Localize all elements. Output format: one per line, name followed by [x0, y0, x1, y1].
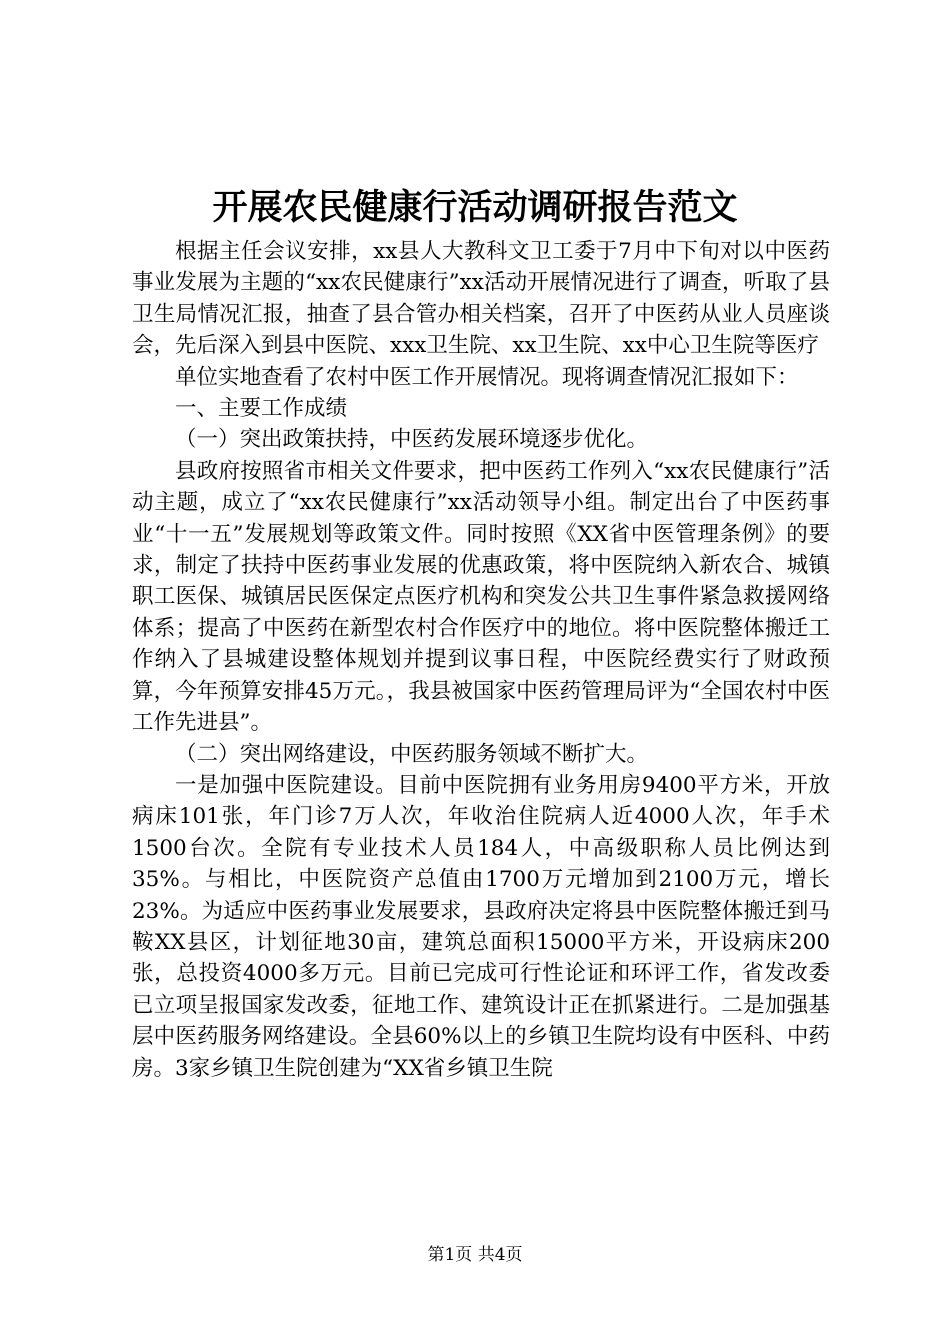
- paragraph: 单位实地查看了农村中医工作开展情况。现将调查情况汇报如下：: [175, 364, 799, 390]
- page-number-footer: 第1页 共4页: [427, 1245, 523, 1265]
- paragraph: 一是加强中医院建设。目前中医院拥有业务用房9400平方米，开放病床101张，年门诊7万人次，年收治住院病人近4000人次，年手术1500台次。全院有专业技术人员184人，中高级职称人员比例达到35%。与相比，中医院资产总值由1700万元增加到2100万元，增长23%。为适应中医药事业发展要求，县政府决定将县中医院整体搬迁到马鞍XX县区，计划征地30亩，建筑总面积15000平方米，开设病床200张，总投资4000多万元。目前已完成可行性论证和环评工作，省发改委已立项呈报国家发改委，征地工作、建筑设计正在抓紧进行。二是加强基层中医药服务网络建设。全县60%以上的乡镇卫生院均设有中医科、中药房。3家乡镇卫生院创建为“XX省乡镇卫生院: [132, 772, 830, 1081]
- paragraph: 县政府按照省市相关文件要求，把中医药工作列入“xx农民健康行”活动主题，成立了“xx农民健康行”xx活动领导小组。制定出台了中医药事业“十一五”发展规划等政策文件。同时按照《XX省中医管理条例》的要求，制定了扶持中医药事业发展的优惠政策，将中医院纳入新农合、城镇职工医保、城镇居民医保定点医疗机构和突发公共卫生事件紧急救援网络体系；提高了中医药在新型农村合作医疗中的地位。将中医院整体搬迁工作纳入了县城建设整体规划并提到议事日程，中医院经费实行了财政预算，今年预算安排45万元。，我县被国家中医药管理局评为“全国农村中医工作先进县”。: [132, 458, 830, 736]
- paragraph: 根据主任会议安排，xx县人大教科文卫工委于7月中下旬对以中医药事业发展为主题的“xx农民健康行”xx活动开展情况进行了调查，听取了县卫生局情况汇报，抽查了县合管办相关档案，召开了中医药从业人员座谈会，先后深入到县中医院、xxx卫生院、xx卫生院、xx中心卫生院等医疗: [132, 239, 830, 359]
- subsection-heading: （一）突出政策扶持，中医药发展环境逐步优化。: [175, 427, 649, 453]
- subsection-heading: （二）突出网络建设，中医药服务领域不断扩大。: [175, 741, 649, 767]
- section-heading: 一、主要工作成绩: [175, 396, 348, 422]
- document-body: [132, 236, 830, 1084]
- document-title: 开展农民健康行活动调研报告范文: [212, 187, 738, 228]
